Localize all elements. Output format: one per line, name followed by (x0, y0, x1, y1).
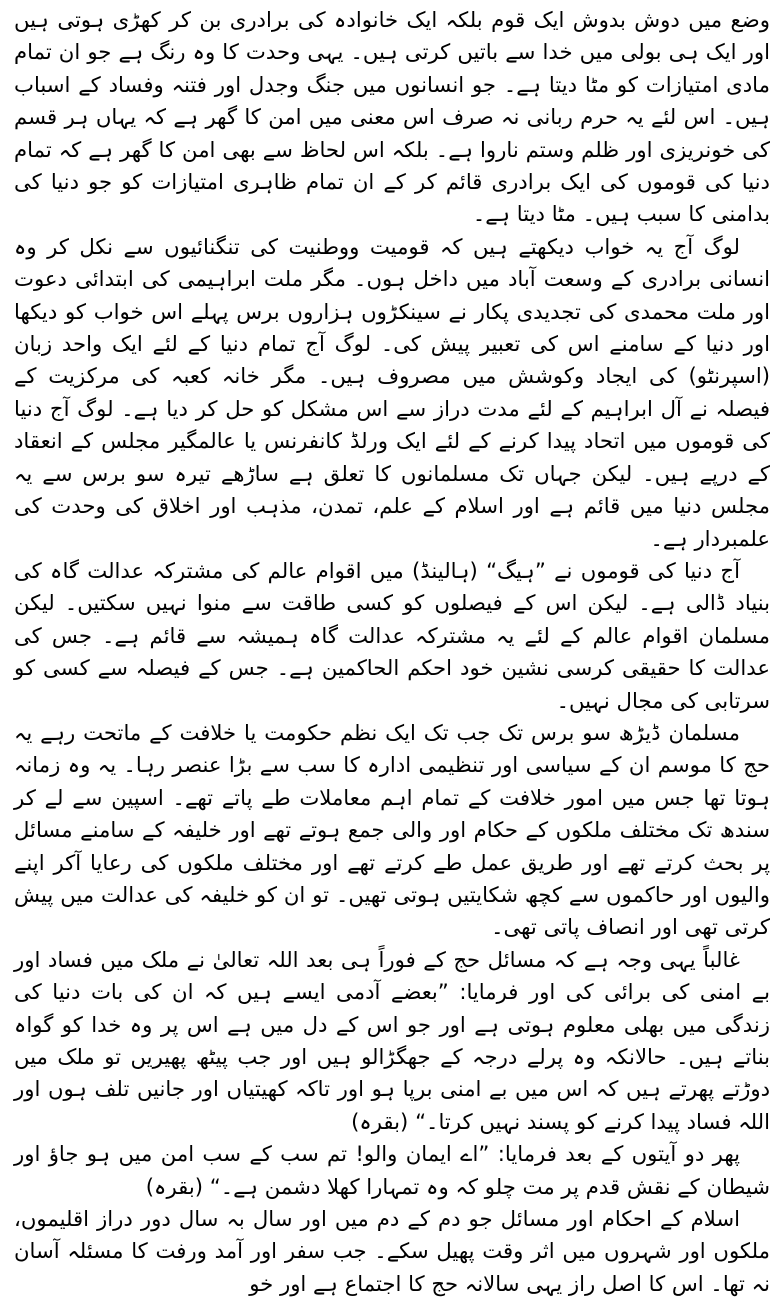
paragraph-3-text: آج دنیا کی قوموں نے ”ہیگ“ (ہالینڈ) میں اقوام عالم کی مشترکہ عدالت گاہ کی بنیاد ڈالی ہے۔ لیکن اس کے فیصلوں کو کسی طاقت سے منوا نہیں سکتیں۔ لیکن مسلمان اقوام عالم کے لئے یہ مشترکہ عدالت گاہ ہمیشہ سے قائم ہے۔ جس کی عدالت کا حقیقی کرسی نشین خود احکم الحاکمین ہے۔ جس کے فیصلہ سے کسی کو سرتابی کی مجال نہیں۔ (14, 557, 770, 713)
paragraph-6-text: پھر دو آیتوں کے بعد فرمایا: ”اے ایمان والو! تم سب کے سب امن میں ہو جاؤ اور شیطان کے نقش قدم پر مت چلو کہ وہ تمہارا کھلا دشمن ہے۔“ (14, 1141, 770, 1199)
paragraph-4 (14, 717, 770, 944)
quran-quote: ”بعضے آدمی ایسے ہیں کہ ان کی بات دنیا کی زندگی میں بھلی معلوم ہوتی ہے اور جو اس کے دل میں ہے اس پر وہ خدا کو گواہ بناتے ہیں۔ حالانکہ وہ پرلے درجہ کے جھگڑالو ہیں اور جب پیٹھ پھیریں تو ملک میں دوڑتے پھرتے ہیں کہ اس میں بے امنی برپا ہو اور تاکہ کھیتیاں اور جانیں تلف ہوں اور اللہ فساد پیدا کرنے کو پسند نہیں کرتا۔“ (14, 979, 770, 1134)
paragraph-1-text: وضع میں دوش بدوش ایک قوم بلکہ ایک خانوادہ کی برادری بن کر کھڑی ہوتی ہیں اور ایک ہی بولی میں خدا سے باتیں کرتی ہیں۔ یہی وحدت کا وہ رنگ ہے جو ان تمام مادی امتیازات کو مٹا دیتا ہے۔ جو انسانوں میں جنگ وجدل اور فتنہ وفساد کے اسباب ہیں۔ اس لئے یہ حرم ربانی نہ صرف اس معنی میں امن کا گھر ہے کہ یہاں ہر قسم کی خونریزی اور ظلم وستم ناروا ہے۔ بلکہ اس لحاظ سے بھی امن کا گھر ہے کہ تمام دنیا کی قوموں کی ایک برادری قائم کر کے ان تمام ظاہری امتیازات کو جو دنیا کی بدامنی کا سبب ہیں۔ مٹا دیتا ہے۔ (14, 7, 770, 227)
paragraph-2-text: لوگ آج یہ خواب دیکھتے ہیں کہ قومیت ووطنیت کی تنگنائیوں سے نکل کر وہ انسانی برادری کے وسعت آباد میں داخل ہوں۔ مگر ملت ابراہیمی کی ابتدائی دعوت اور ملت محمدی کی تجدیدی پکار نے سینکڑوں ہزاروں برس پہلے اس خواب کو دیکھا اور دنیا کے سامنے اس کی تعبیر پیش کی۔ لوگ آج تمام دنیا کے لئے ایک واحد زبان (اسپرنٹو) کی ایجاد وکوشش میں مصروف ہیں۔ مگر خانہ کعبہ کی مرکزیت کے فیصلہ نے آل ابراہیم کے لئے مدت دراز سے اس مشکل کو حل کر دیا ہے۔ لوگ آج دنیا کی قوموں میں اتحاد پیدا کرنے کے لئے ایک ورلڈ کانفرنس یا عالمگیر مجلس کے انعقاد کے درپے ہیں۔ لیکن جہاں تک مسلمانوں کا تعلق ہے ساڑھے تیرہ سو برس سے یہ مجلس دنیا میں قائم ہے اور اسلام کے علم، تمدن، مذہب اور اخلاق کی وحدت کی علمبردار ہے۔ (14, 233, 770, 551)
paragraph-3 (14, 555, 770, 717)
paragraph-7-text: اسلام کے احکام اور مسائل جو دم کے دم میں اور سال بہ سال دور دراز اقلیموں، ملکوں اور شہروں میں اثر وقت پھیل سکے۔ جب سفر اور آمد ورفت کا مسئلہ آسان نہ تھا۔ اس کا اصل راز یہی سالانہ حج کا اجتماع ہے اور خو (14, 1206, 770, 1296)
paragraph-1 (14, 4, 770, 231)
paragraph-2 (14, 231, 770, 555)
paragraph-4-text: مسلمان ڈیڑھ سو برس تک جب تک ایک نظم حکومت یا خلافت کے ماتحت رہے یہ حج کا موسم ان کے سیاسی اور تنظیمی ادارہ کا سب سے بڑا عنصر رہا۔ یہ وہ زمانہ ہوتا تھا جس میں امور خلافت کے تمام اہم معاملات طے پاتے تھے۔ اسپین سے لے کر سندھ تک مختلف ملکوں کے حکام اور والی جمع ہوتے تھے اور خلیفہ کے سامنے مسائل پر بحث کرتے تھے اور طریق عمل طے کرتے تھے اور مختلف ملکوں کی رعایا آکر اپنے والیوں اور حاکموں سے کچھ شکایتیں ہوتی تھیں۔ تو ان کو خلیفہ کی عدالت میں پیش کرتی تھی اور انصاف پاتی تھی۔ (14, 719, 770, 940)
paragraph-6 (14, 1138, 770, 1203)
surah-reference: (بقرہ) (351, 1108, 409, 1134)
paragraph-7 (14, 1203, 770, 1300)
paragraph-5-text: غالباً یہی وجہ ہے کہ مسائل حج کے فوراً ہی بعد اللہ تعالیٰ نے ملک میں فساد اور بے امنی کی برائی کی اور فرمایا: (14, 946, 770, 1005)
surah-reference: (بقرہ) (145, 1173, 204, 1199)
paragraph-5 (14, 944, 770, 1138)
